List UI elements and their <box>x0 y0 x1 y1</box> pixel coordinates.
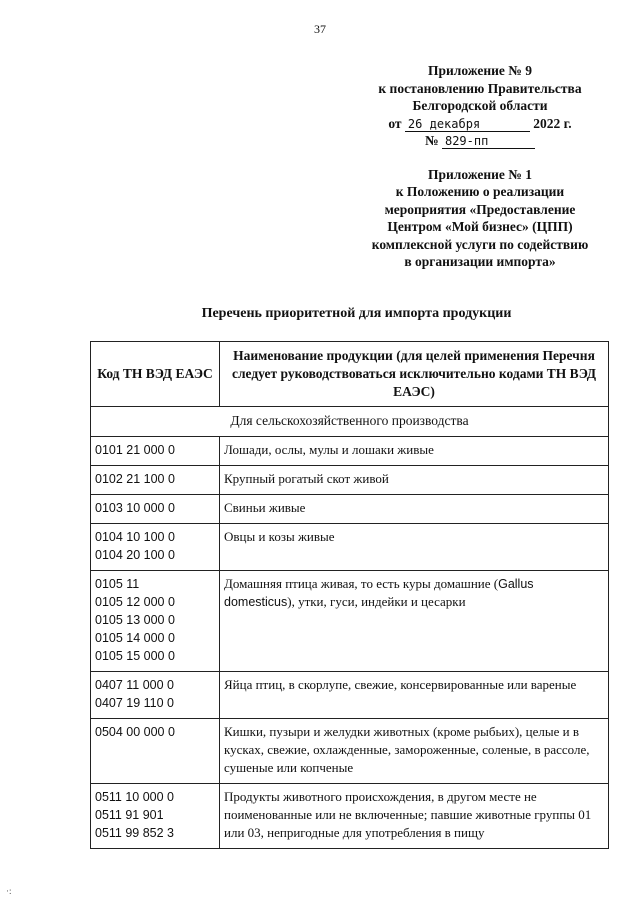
code-value: 0105 15 000 0 <box>95 649 175 663</box>
code-value: 0105 13 000 0 <box>95 613 175 627</box>
sub-appendix-line-3: мероприятия «Предоставление <box>384 201 576 217</box>
date-prefix: от <box>388 115 402 131</box>
code-value: 0511 91 901 <box>95 808 164 822</box>
code-cell <box>91 524 220 571</box>
appendix-line-3: Белгородской области <box>412 98 548 113</box>
table-header-row <box>91 342 609 407</box>
appendix-number-line <box>330 132 630 150</box>
name-cell: Крупный рогатый скот живой <box>220 466 609 495</box>
table-row <box>91 719 609 784</box>
name-cell: Овцы и козы живые <box>220 524 609 571</box>
page-number: 37 <box>314 22 326 36</box>
name-text-b: ), утки, гуси, индейки и цесарки <box>287 594 466 609</box>
table-row <box>91 524 609 571</box>
appendix-line-2: к постановлению Правительства <box>378 80 582 96</box>
code-cell <box>91 571 220 672</box>
table-row <box>91 672 609 719</box>
code-value: 0511 99 852 3 <box>95 826 175 840</box>
number-prefix: № <box>425 133 439 148</box>
sub-appendix-line-6: в организации импорта» <box>404 254 556 269</box>
name-cell: Яйца птиц, в скорлупе, свежие, консервированные или вареные <box>220 672 609 719</box>
name-cell: Лошади, ослы, мулы и лошаки живые <box>220 437 609 466</box>
section-row <box>91 407 609 437</box>
code-value: 0105 12 000 0 <box>95 595 175 609</box>
date-value: 26 декабря <box>405 117 530 132</box>
header-name: Наименование продукции (для целей применения Перечня следует руководствоваться исключительно кодами ТН ВЭД ЕАЭС) <box>220 342 609 407</box>
code-value: 0104 20 100 0 <box>95 548 175 562</box>
table-row <box>91 571 609 672</box>
products-table <box>90 341 609 849</box>
name-cell: Продукты животного происхождения, в другом месте не поименованные или не включенные; павшие животные группы 01 или 03, непригодные для употребления в пищу <box>220 784 609 849</box>
name-latin: Gallus domesticus <box>224 577 534 609</box>
sub-appendix-line-2: к Положению о реализации <box>395 184 565 199</box>
appendix-header <box>330 62 630 271</box>
appendix-date-line <box>330 115 630 133</box>
code-cell <box>91 495 220 524</box>
code-cell <box>91 466 220 495</box>
code-cell <box>91 437 220 466</box>
code-value: 0105 14 000 0 <box>95 631 175 645</box>
table-row <box>91 495 609 524</box>
code-cell <box>91 672 220 719</box>
code-value: 0101 21 000 0 <box>95 443 175 457</box>
code-value: 0511 10 000 0 <box>95 790 175 804</box>
name-text-a: Домашняя птица живая, то есть куры домашние ( <box>224 576 499 591</box>
sub-appendix-line-5: комплексной услуги по содействию <box>371 236 589 252</box>
code-value: 0407 11 000 0 <box>95 678 175 692</box>
code-value: 0104 10 100 0 <box>95 530 175 544</box>
name-cell <box>220 571 609 672</box>
code-value: 0103 10 000 0 <box>95 501 175 515</box>
header-code: Код ТН ВЭД ЕАЭС <box>91 342 220 407</box>
section-title: Для сельскохозяйственного производства <box>91 407 609 437</box>
table-row <box>91 437 609 466</box>
code-value: 0105 11 <box>95 577 140 591</box>
code-value: 0102 21 100 0 <box>95 472 175 486</box>
table-row <box>91 784 609 849</box>
number-value: 829-пп <box>442 134 535 149</box>
code-value: 0504 00 000 0 <box>95 725 175 739</box>
code-cell <box>91 784 220 849</box>
scan-artifact-mark: ·: <box>6 886 12 896</box>
appendix-title: Приложение № 9 <box>428 63 532 78</box>
sub-appendix-title: Приложение № 1 <box>428 166 532 182</box>
list-title: Перечень приоритетной для импорта продукции <box>201 306 512 321</box>
sub-appendix-line-4: Центром «Мой бизнес» (ЦПП) <box>387 219 573 234</box>
name-cell: Кишки, пузыри и желудки животных (кроме рыбьих), целые и в кусках, свежие, охлажденные, замороженные, соленые, в рассоле, сушеные или копченые <box>220 719 609 784</box>
table-row <box>91 466 609 495</box>
code-value: 0407 19 110 0 <box>95 696 175 710</box>
date-year: 2022 г. <box>533 115 572 131</box>
name-cell: Свиньи живые <box>220 495 609 524</box>
code-cell <box>91 719 220 784</box>
